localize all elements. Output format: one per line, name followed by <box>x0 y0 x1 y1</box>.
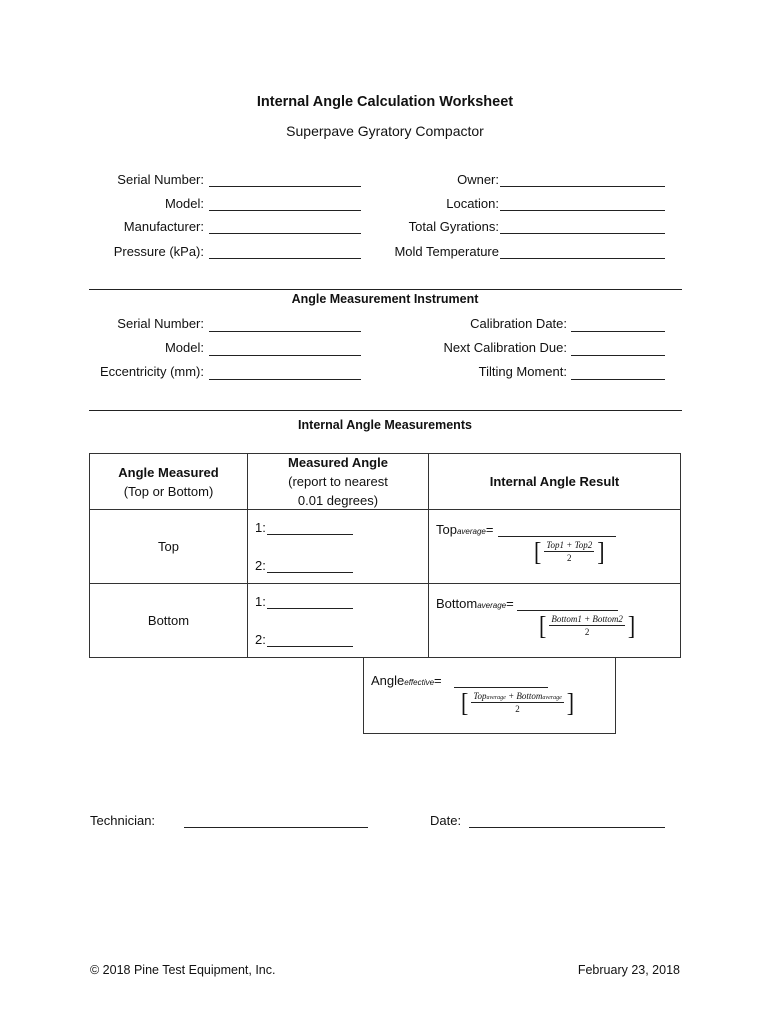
technician-field[interactable] <box>184 827 368 828</box>
bottom-measurement-1-field[interactable] <box>267 608 353 609</box>
instrument-model-label: Model: <box>164 340 204 355</box>
effective-angle-box <box>363 658 616 734</box>
col1-header: Angle Measured <box>118 464 219 480</box>
col2-header: Measured Angle <box>288 455 388 470</box>
eff-num-a-sub: average <box>486 695 506 701</box>
location-label: Location: <box>446 196 499 211</box>
eff-num-plus: + <box>505 691 517 701</box>
top-formula-numerator: Top1 + Top2 <box>546 540 593 550</box>
total-gyrations-field[interactable] <box>500 233 665 234</box>
model-field[interactable] <box>209 210 361 211</box>
page-subtitle: Superpave Gyratory Compactor <box>286 123 484 139</box>
footer-copyright: © 2018 Pine Test Equipment, Inc. <box>90 963 276 977</box>
effective-eq: = <box>434 673 442 688</box>
owner-field[interactable] <box>500 186 665 187</box>
measurements-heading: Internal Angle Measurements <box>298 418 472 432</box>
manufacturer-label: Manufacturer: <box>123 219 204 234</box>
bottom-average-field[interactable] <box>517 610 618 611</box>
bottom-m1-label: 1: <box>255 594 266 609</box>
bottom-average-label: Bottom <box>436 596 478 611</box>
signoff-date-field[interactable] <box>469 827 665 828</box>
signoff-date-label: Date: <box>430 813 462 828</box>
row-bottom-label: Bottom <box>90 584 248 658</box>
header-angle-measured <box>90 454 248 510</box>
effective-angle-field[interactable] <box>454 687 548 688</box>
footer-date: February 23, 2018 <box>577 963 680 977</box>
top-m1-label: 1: <box>255 520 266 535</box>
mold-temperature-label: Mold Temperature <box>394 244 499 259</box>
col2-subheader-line1: (report to nearest <box>288 474 388 489</box>
serial-number-label: Serial Number: <box>117 172 204 187</box>
model-label: Model: <box>164 196 204 211</box>
effective-sub: effective <box>404 678 435 687</box>
col1-subheader: (Top or Bottom) <box>123 483 214 499</box>
row-top-measurements <box>248 510 429 584</box>
section-divider <box>89 410 682 411</box>
pressure-field[interactable] <box>209 258 361 259</box>
next-calibration-label: Next Calibration Due: <box>443 340 567 355</box>
measurements-table <box>89 453 681 658</box>
bottom-average-formula: [ $\frac{\text{Bottom1 + Bottom2}}{2}$ ] <box>539 609 636 640</box>
top-measurement-2-field[interactable] <box>267 572 353 573</box>
bottom-m2-label: 2: <box>255 632 266 647</box>
col2-subheader-line2: 0.01 degrees) <box>297 493 379 508</box>
top-measurement-1-field[interactable] <box>267 534 353 535</box>
instrument-serial-field[interactable] <box>209 331 361 332</box>
mold-temperature-field[interactable] <box>500 258 665 259</box>
bottom-formula-numerator: Bottom1 + Bottom2 <box>551 614 623 624</box>
row-top-result <box>429 510 681 584</box>
row-top-label: Top <box>90 510 248 584</box>
top-average-label: Top <box>436 522 457 537</box>
eff-num-b: Bottom <box>516 691 543 701</box>
total-gyrations-label: Total Gyrations: <box>408 219 499 234</box>
calibration-date-field[interactable] <box>571 331 665 332</box>
location-field[interactable] <box>500 210 665 211</box>
owner-label: Owner: <box>457 172 499 187</box>
pressure-label: Pressure (kPa): <box>113 244 204 259</box>
eccentricity-label: Eccentricity (mm): <box>100 364 204 379</box>
top-m2-label: 2: <box>255 558 266 573</box>
manufacturer-field[interactable] <box>209 233 361 234</box>
top-average-eq: = <box>485 522 494 537</box>
instrument-model-field[interactable] <box>209 355 361 356</box>
bottom-formula-denominator: 2 <box>584 627 590 637</box>
serial-number-field[interactable] <box>209 186 361 187</box>
effective-label: Angle <box>371 673 405 688</box>
technician-label: Technician: <box>90 813 156 828</box>
top-average-formula: [ $\frac{\text{Top1 + Top2}}{2}$ ] <box>534 535 605 566</box>
header-measured-angle <box>248 454 429 510</box>
row-bottom-measurements <box>248 584 429 658</box>
col3-header: Internal Angle Result <box>489 474 620 489</box>
instrument-heading: Angle Measurement Instrument <box>291 292 479 306</box>
top-formula-denominator: 2 <box>567 553 572 563</box>
top-average-sub: average <box>456 527 486 536</box>
tilting-moment-label: Tilting Moment: <box>478 364 567 379</box>
tilting-moment-field[interactable] <box>571 379 665 380</box>
next-calibration-field[interactable] <box>571 355 665 356</box>
section-divider <box>89 289 682 290</box>
row-bottom-result <box>429 584 681 658</box>
effective-formula: [ $\frac{\text{Topaverage + Bottomaverage}}{2}$ ] <box>461 686 575 717</box>
eff-formula-denominator: 2 <box>515 704 520 714</box>
eff-num-a: Top <box>473 691 487 701</box>
eccentricity-field[interactable] <box>209 379 361 380</box>
bottom-average-sub: average <box>477 601 507 610</box>
eff-num-b-sub: average <box>542 695 562 701</box>
header-internal-angle-result <box>429 454 681 510</box>
instrument-serial-label: Serial Number: <box>117 316 204 331</box>
calibration-date-label: Calibration Date: <box>470 316 567 331</box>
page-title: Internal Angle Calculation Worksheet <box>256 94 514 110</box>
bottom-average-eq: = <box>506 596 514 611</box>
bottom-measurement-2-field[interactable] <box>267 646 353 647</box>
